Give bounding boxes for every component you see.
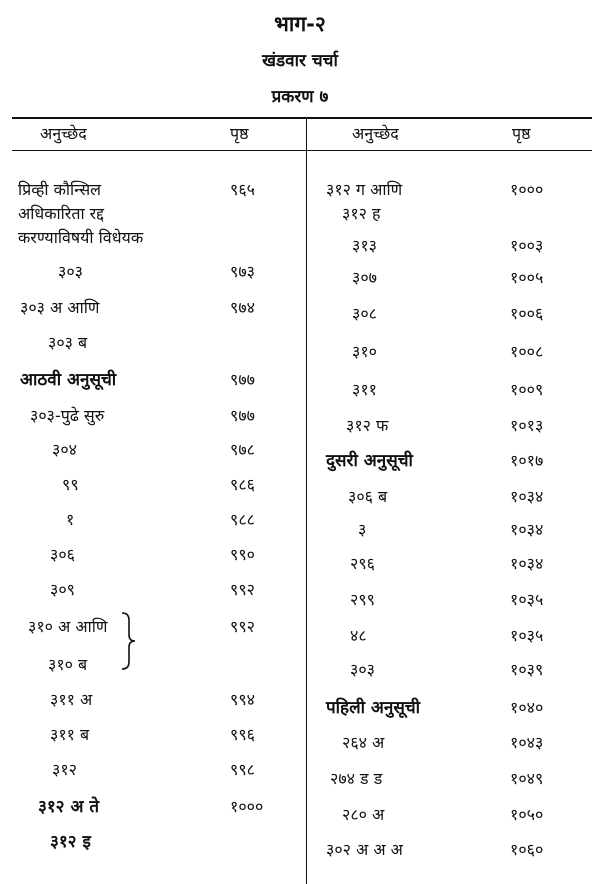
left-article-cell: प्रिव्ही कौन्सिल (18, 180, 101, 199)
column-divider (306, 117, 307, 884)
chapter-heading: प्रकरण ७ (271, 87, 329, 107)
left-article-cell: करण्याविषयी विधेयक (18, 228, 144, 247)
right-article-header: अनुच्छेद (352, 124, 399, 143)
left-page-cell: ९७८ (230, 440, 255, 459)
left-article-cell: ३०९ (50, 580, 75, 599)
left-page-cell: ९६५ (230, 180, 255, 199)
left-page-cell: ९७४ (230, 298, 255, 317)
left-article-cell: ३१० अ आणि (28, 617, 108, 636)
right-page-cell: १००० (510, 180, 544, 199)
right-article-cell: २९९ (350, 590, 375, 609)
left-article-cell: ३०३ (58, 262, 83, 281)
right-article-cell: ३०८ (352, 304, 377, 323)
table-header-rule (12, 150, 592, 151)
right-page-cell: १००६ (510, 304, 544, 323)
left-article-cell: ३१० ब (48, 655, 88, 674)
left-page-cell: ९९२ (230, 580, 255, 599)
left-page-cell: ९७७ (230, 370, 255, 389)
right-page-cell: १०१७ (510, 451, 544, 470)
right-article-cell: २७४ ड ड (330, 769, 383, 788)
left-article-cell: ३१२ इ (50, 832, 91, 852)
right-page-cell: १०५० (510, 805, 544, 824)
right-page-cell: १०४३ (510, 733, 544, 752)
section-subtitle: खंडवार चर्चा (262, 51, 338, 71)
part-heading: भाग-२ (274, 12, 326, 36)
left-page-cell: ९९२ (230, 617, 255, 636)
left-page-header: पृष्ठ (230, 124, 249, 143)
left-article-cell: ९९ (62, 475, 79, 494)
right-article-cell: २६४ अ (342, 733, 385, 752)
right-page-cell: १०३५ (510, 590, 544, 609)
left-page-cell: ९९० (230, 545, 255, 564)
left-page-cell: ९७३ (230, 262, 255, 281)
right-article-cell: ३ (358, 520, 367, 539)
right-article-cell: ३१२ फ (346, 416, 389, 435)
right-page-cell: १०३९ (510, 660, 544, 679)
right-article-cell: ४८ (350, 626, 367, 645)
left-article-cell: अधिकारिता रद्द (18, 204, 104, 223)
right-page-cell: १००३ (510, 236, 544, 255)
left-page-cell: ९९६ (230, 725, 255, 744)
right-article-cell: ३१२ ग आणि (326, 180, 403, 199)
left-article-cell: ३०६ (50, 545, 75, 564)
right-page-cell: १०३४ (510, 520, 544, 539)
left-article-cell: १ (66, 510, 75, 529)
right-page-cell: १००५ (510, 268, 544, 287)
left-page-cell: ९८८ (230, 510, 255, 529)
left-article-cell: ३०४ (52, 440, 77, 459)
left-article-header: अनुच्छेद (40, 124, 87, 143)
left-article-cell: आठवी अनुसूची (20, 370, 117, 390)
right-article-cell: ३१३ (352, 236, 377, 255)
right-page-cell: १०१३ (510, 416, 544, 435)
right-page-header: पृष्ठ (512, 124, 531, 143)
left-article-cell: ३०३ ब (48, 333, 88, 352)
right-article-cell: २८० अ (342, 805, 385, 824)
left-article-cell: ३१२ अ ते (38, 797, 100, 817)
left-article-cell: ३१२ (52, 760, 77, 779)
right-article-cell: ३११ (352, 380, 377, 399)
right-article-cell: ३०२ अ अ अ (326, 840, 403, 859)
right-page-cell: १००८ (510, 342, 544, 361)
table-top-rule (12, 117, 592, 119)
right-page-cell: १०६० (510, 840, 544, 859)
right-article-cell: ३१२ ह (342, 204, 381, 223)
right-page-cell: १०४० (510, 698, 544, 717)
left-article-cell: ३११ अ (50, 690, 93, 709)
left-page-cell: ९९४ (230, 690, 255, 709)
left-article-cell: ३११ ब (50, 725, 90, 744)
right-article-cell: ३०३ (350, 660, 375, 679)
left-page-cell: ९८६ (230, 475, 255, 494)
left-page-cell: १००० (230, 797, 264, 816)
left-page-cell: ९७७ (230, 406, 255, 425)
right-page-cell: १०३४ (510, 487, 544, 506)
right-article-cell: दुसरी अनुसूची (326, 451, 413, 471)
right-page-cell: १०३४ (510, 554, 544, 573)
left-article-cell: ३०३ अ आणि (20, 298, 100, 317)
left-page-cell: ९९८ (230, 760, 255, 779)
right-page-cell: १०३५ (510, 626, 544, 645)
left-article-cell: ३०३-पुढे सुरु (30, 406, 105, 425)
curly-brace-icon (120, 612, 136, 670)
right-article-cell: ३०७ (352, 268, 377, 287)
right-page-cell: १००९ (510, 380, 544, 399)
right-article-cell: पहिली अनुसूची (326, 698, 421, 718)
right-article-cell: ३०६ ब (348, 487, 388, 506)
right-article-cell: २९६ (350, 554, 375, 573)
right-article-cell: ३१० (352, 342, 377, 361)
right-page-cell: १०४९ (510, 769, 544, 788)
